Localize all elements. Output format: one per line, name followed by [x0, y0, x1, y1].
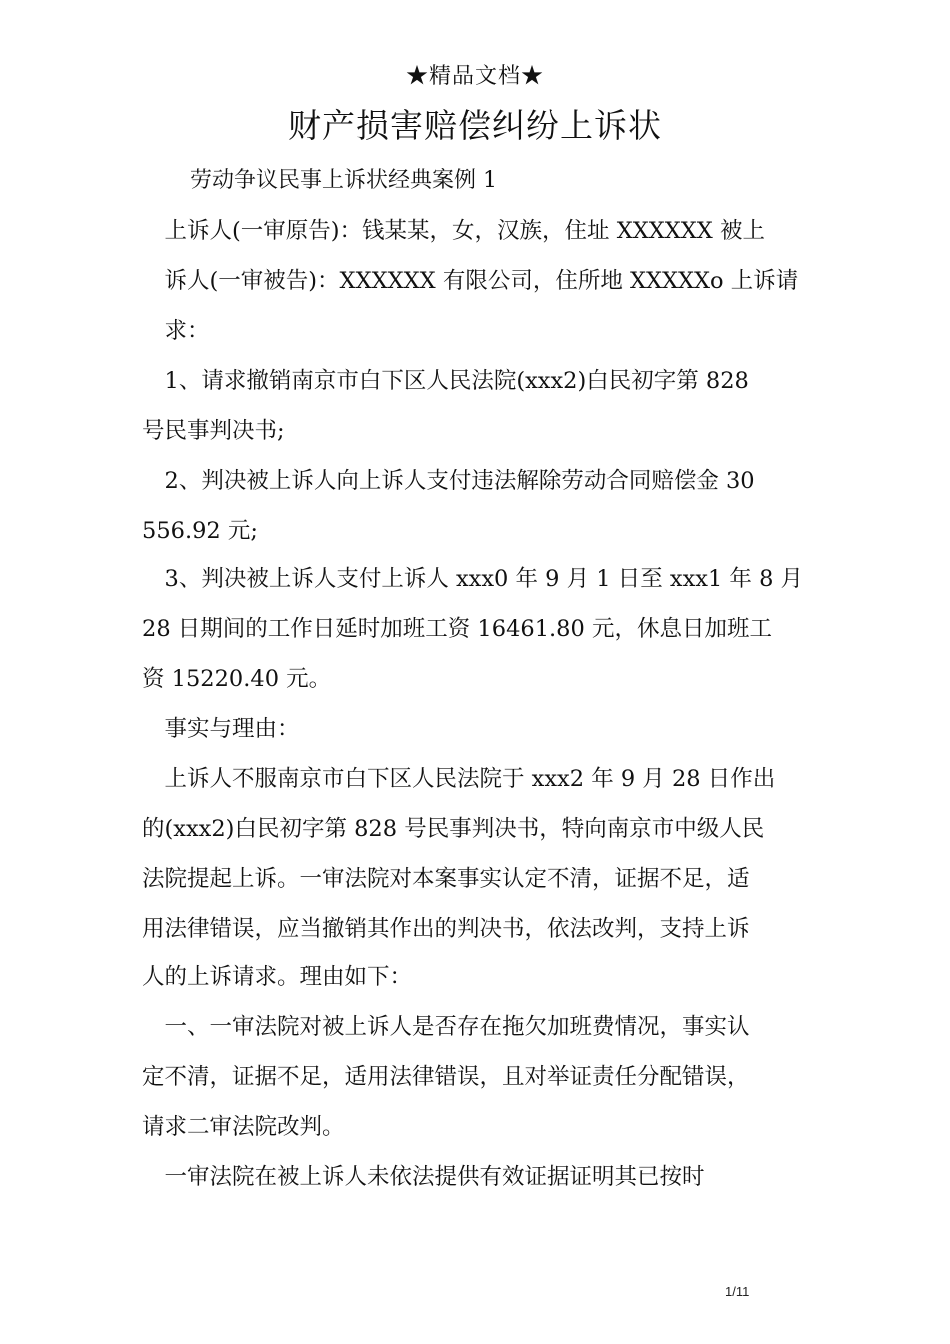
- body-line: 一、一审法院对被上诉人是否存在拖欠加班费情况，事实认: [142, 1014, 750, 1040]
- body-line: 定不清，证据不足，适用法律错误，且对举证责任分配错误，: [142, 1064, 750, 1090]
- body-line: 3、判决被上诉人支付上诉人 xxx0 年 9 月 1 日至 xxx1 年 8 月: [142, 566, 804, 592]
- body-line: 法院提起上诉。一审法院对本案事实认定不清，证据不足，适: [142, 866, 750, 892]
- body-line: 号民事判决书;: [142, 418, 285, 444]
- body-line: 用法律错误，应当撤销其作出的判决书，依法改判，支持上诉: [142, 916, 750, 942]
- body-line: 一审法院在被上诉人未依法提供有效证据证明其已按时: [142, 1164, 705, 1190]
- body-line: 求：: [142, 318, 210, 344]
- body-line: 请求二审法院改判。: [142, 1114, 345, 1140]
- body-line: 事实与理由：: [142, 716, 300, 742]
- document-header-banner: ★精品文档★: [405, 64, 544, 89]
- page-number: 1/11: [725, 1284, 750, 1299]
- body-line: 556.92 元;: [142, 518, 258, 544]
- body-line: 上诉人(一审原告)：钱某某，女，汉族，住址 XXXXXX 被上: [142, 218, 765, 244]
- body-line: 诉人(一审被告)：XXXXXX 有限公司，住所地 XXXXXo 上诉请: [142, 268, 799, 294]
- body-line: 2、判决被上诉人向上诉人支付违法解除劳动合同赔偿金 30: [142, 468, 755, 494]
- document-title: 财产损害赔偿纠纷上诉状: [288, 106, 662, 145]
- body-line: 1、请求撤销南京市白下区人民法院(xxx2)白民初字第 828: [142, 368, 749, 394]
- body-line: 资 15220.40 元。: [142, 666, 332, 692]
- body-line: 的(xxx2)白民初字第 828 号民事判决书，特向南京市中级人民: [142, 816, 765, 842]
- body-line: 28 日期间的工作日延时加班工资 16461.80 元，休息日加班工: [142, 616, 772, 642]
- document-subtitle: 劳动争议民事上诉状经典案例 1: [190, 168, 497, 193]
- body-line: 人的上诉请求。理由如下：: [142, 964, 413, 990]
- body-line: 上诉人不服南京市白下区人民法院于 xxx2 年 9 月 28 日作出: [142, 766, 776, 792]
